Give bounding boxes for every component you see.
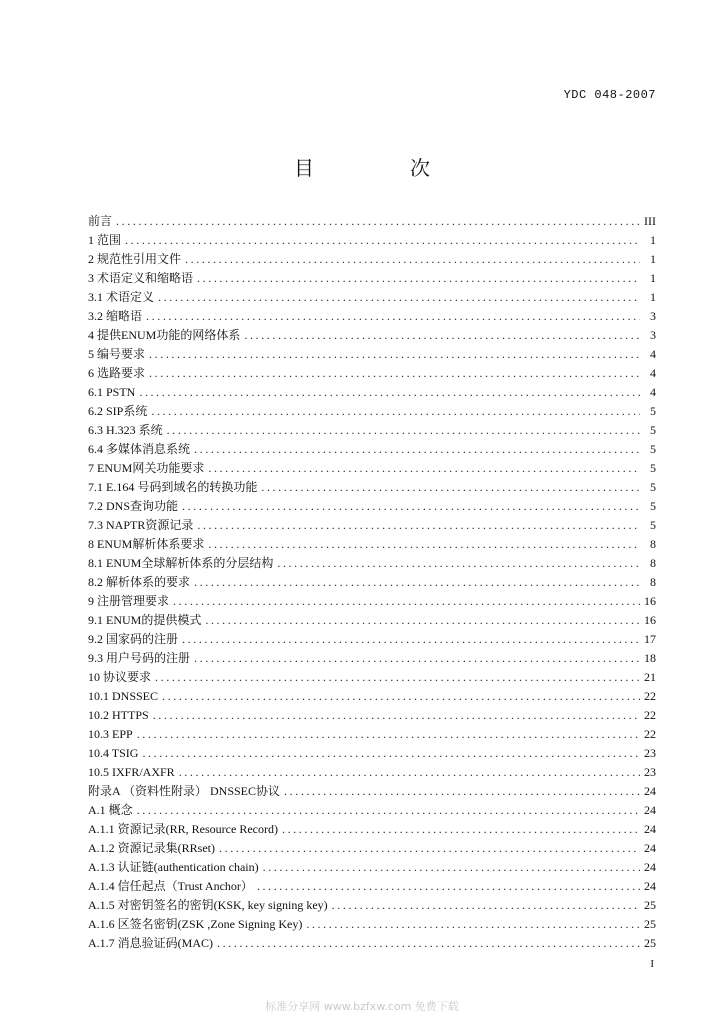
toc-entry[interactable] <box>88 592 656 611</box>
toc-entry-label: 6.1 PSTN <box>88 385 136 399</box>
toc-leader-dots <box>208 535 640 554</box>
toc-leader-dots <box>306 915 640 934</box>
toc-entry[interactable] <box>88 820 656 839</box>
toc-entry[interactable] <box>88 877 656 896</box>
toc-leader-dots <box>205 611 640 630</box>
toc-entry-page: 25 <box>644 936 656 950</box>
toc-entry-page: 24 <box>644 879 656 893</box>
toc-leader-dots <box>332 896 640 915</box>
toc-entry-page: 16 <box>644 613 656 627</box>
toc-entry-label: 2 规范性引用文件 <box>88 252 182 266</box>
toc-leader-dots <box>219 839 640 858</box>
toc-entry[interactable] <box>88 554 656 573</box>
toc-entry-label: A.1.5 对密钥签名的密钥(KSK, key signing key) <box>88 898 328 912</box>
toc-entry-label: 10.2 HTTPS <box>88 708 149 722</box>
toc-entry-page: 3 <box>650 309 656 323</box>
toc-entry[interactable] <box>88 934 656 953</box>
toc-entry-page: 24 <box>644 860 656 874</box>
toc-entry[interactable] <box>88 668 656 687</box>
toc-entry-label: A.1.7 消息验证码(MAC) <box>88 936 213 950</box>
toc-entry-page: 24 <box>644 841 656 855</box>
toc-entry-label: A.1.1 资源记录(RR, Resource Record) <box>88 822 278 836</box>
toc-entry[interactable] <box>88 611 656 630</box>
toc-entry[interactable] <box>88 345 656 364</box>
toc-entry[interactable] <box>88 630 656 649</box>
toc-entry-page: 5 <box>650 404 656 418</box>
toc-entry[interactable] <box>88 440 656 459</box>
toc-entry-label: 3 术语定义和缩略语 <box>88 271 194 285</box>
toc-leader-dots <box>282 820 640 839</box>
toc-entry[interactable] <box>88 915 656 934</box>
toc-entry[interactable] <box>88 231 656 250</box>
toc-entry[interactable] <box>88 839 656 858</box>
toc-entry-page: 4 <box>650 347 656 361</box>
toc-leader-dots <box>116 212 640 231</box>
toc-entry-label: 7.3 NAPTR资源记录 <box>88 518 194 532</box>
toc-entry[interactable] <box>88 516 656 535</box>
toc-leader-dots <box>261 478 640 497</box>
toc-entry-label: 前言 <box>88 214 113 228</box>
toc-entry-page: 5 <box>650 518 656 532</box>
toc-entry-page: 1 <box>650 271 656 285</box>
toc-entry-page: 18 <box>644 651 656 665</box>
toc-leader-dots <box>137 725 640 744</box>
toc-entry[interactable] <box>88 744 656 763</box>
toc-entry-label: 4 提供ENUM功能的网络体系 <box>88 328 241 342</box>
toc-entry-label: 10.4 TSIG <box>88 746 139 760</box>
toc-leader-dots <box>197 516 640 535</box>
toc-entry-page: 23 <box>644 746 656 760</box>
toc-entry[interactable] <box>88 326 656 345</box>
toc-entry-label: 6.3 H.323 系统 <box>88 423 163 437</box>
toc-entry[interactable] <box>88 288 656 307</box>
toc-entry-label: 7.2 DNS查询功能 <box>88 499 179 513</box>
toc-entry-label: 6.2 SIP系统 <box>88 404 148 418</box>
toc-entry-page: 3 <box>650 328 656 342</box>
toc-leader-dots <box>149 345 640 364</box>
toc-entry-page: 8 <box>650 556 656 570</box>
toc-entry-page: 24 <box>644 822 656 836</box>
toc-entry-label: A.1.2 资源记录集(RRset) <box>88 841 215 855</box>
toc-entry[interactable] <box>88 896 656 915</box>
toc-entry-label: 9.2 国家码的注册 <box>88 632 179 646</box>
toc-entry-label: A.1.4 信任起点（Trust Anchor） <box>88 879 253 893</box>
toc-leader-dots <box>167 421 640 440</box>
toc-entry-page: 5 <box>650 499 656 513</box>
toc-entry-page: 5 <box>650 480 656 494</box>
toc-entry[interactable] <box>88 763 656 782</box>
toc-entry-page: 16 <box>644 594 656 608</box>
toc-entry-label: 8 ENUM解析体系要求 <box>88 537 205 551</box>
toc-entry[interactable] <box>88 383 656 402</box>
toc-leader-dots <box>257 877 640 896</box>
toc-entry-page: 22 <box>644 708 656 722</box>
toc-entry-page: III <box>644 214 656 228</box>
toc-entry-page: 4 <box>650 385 656 399</box>
toc-entry-label: 6.4 多媒体消息系统 <box>88 442 191 456</box>
toc-entry-page: 24 <box>644 784 656 798</box>
toc-entry[interactable] <box>88 364 656 383</box>
toc-entry-page: 1 <box>650 233 656 247</box>
toc-leader-dots <box>185 250 640 269</box>
toc-leader-dots <box>208 459 640 478</box>
toc-entry-page: 5 <box>650 442 656 456</box>
toc-leader-dots <box>155 668 640 687</box>
toc-entry[interactable] <box>88 212 656 231</box>
toc-entry-page: 22 <box>644 727 656 741</box>
toc-leader-dots <box>151 402 640 421</box>
toc-entry-label: 3.1 术语定义 <box>88 290 155 304</box>
watermark: 标准分享网 www.bzfxw.com 免费下载 <box>265 1000 459 1013</box>
toc-entry[interactable] <box>88 307 656 326</box>
toc-entry-label: 6 选路要求 <box>88 366 146 380</box>
toc-entry-label: 7.1 E.164 号码到域名的转换功能 <box>88 480 258 494</box>
toc-leader-dots <box>194 440 640 459</box>
document-code: YDC 048-2007 <box>563 88 656 102</box>
toc-entry[interactable] <box>88 706 656 725</box>
toc-entry-page: 1 <box>650 252 656 266</box>
toc-entry[interactable] <box>88 421 656 440</box>
toc-entry[interactable] <box>88 269 656 288</box>
toc-entry-label: 9.3 用户号码的注册 <box>88 651 191 665</box>
toc-entry-label: 10.3 EPP <box>88 727 133 741</box>
toc-leader-dots <box>277 554 640 573</box>
toc-entry-label: 10 协议要求 <box>88 670 152 684</box>
toc-entry-page: 23 <box>644 765 656 779</box>
toc-entry-label: 10.1 DNSSEC <box>88 689 159 703</box>
toc-leader-dots <box>139 383 640 402</box>
toc-entry-label: 8.1 ENUM全球解析体系的分层结构 <box>88 556 274 570</box>
toc-leader-dots <box>146 307 640 326</box>
toc-leader-dots <box>197 269 640 288</box>
toc-entry-label: 9.1 ENUM的提供模式 <box>88 613 202 627</box>
toc-entry[interactable] <box>88 725 656 744</box>
toc-leader-dots <box>137 801 640 820</box>
toc-leader-dots <box>194 573 640 592</box>
toc-entry-label: A.1.6 区签名密钥(ZSK ,Zone Signing Key) <box>88 917 303 931</box>
toc-entry-label: A.1 概念 <box>88 803 133 817</box>
toc-entry-page: 17 <box>644 632 656 646</box>
toc-entry-label: 7 ENUM网关功能要求 <box>88 461 205 475</box>
toc-entry-page: 24 <box>644 803 656 817</box>
toc-entry-page: 8 <box>650 575 656 589</box>
toc-entry[interactable] <box>88 478 656 497</box>
toc-entry-label: 10.5 IXFR/AXFR <box>88 765 175 779</box>
toc-entry-label: 9 注册管理要求 <box>88 594 170 608</box>
toc-entry[interactable] <box>88 801 656 820</box>
toc-entry-page: 25 <box>644 917 656 931</box>
toc-leader-dots <box>162 687 640 706</box>
toc-entry[interactable] <box>88 782 656 801</box>
toc-entry[interactable] <box>88 649 656 668</box>
toc-leader-dots <box>142 744 640 763</box>
toc-entry[interactable] <box>88 402 656 421</box>
toc-entry[interactable] <box>88 687 656 706</box>
toc-leader-dots <box>125 231 640 250</box>
toc-entry-page: 5 <box>650 461 656 475</box>
toc-entry-page: 22 <box>644 689 656 703</box>
toc-leader-dots <box>153 706 640 725</box>
toc-leader-dots <box>179 763 640 782</box>
toc-leader-dots <box>263 858 640 877</box>
toc-entry-page: 4 <box>650 366 656 380</box>
toc-leader-dots <box>173 592 640 611</box>
toc-entry[interactable] <box>88 250 656 269</box>
toc-leader-dots <box>182 630 640 649</box>
toc-entry-page: 21 <box>644 670 656 684</box>
toc-entry-label: A.1.3 认证链(authentication chain) <box>88 860 259 874</box>
toc-entry-page: 25 <box>644 898 656 912</box>
toc-entry-label: 5 编号要求 <box>88 347 146 361</box>
toc-entry-page: 1 <box>650 290 656 304</box>
page-number: I <box>650 958 654 970</box>
toc-entry-label: 1 范围 <box>88 233 122 247</box>
toc-entry[interactable] <box>88 535 656 554</box>
toc-leader-dots <box>182 497 640 516</box>
table-of-contents <box>88 212 656 953</box>
toc-leader-dots <box>284 782 640 801</box>
toc-leader-dots <box>194 649 640 668</box>
toc-leader-dots <box>244 326 640 345</box>
toc-entry[interactable] <box>88 573 656 592</box>
toc-entry-page: 5 <box>650 423 656 437</box>
toc-entry[interactable] <box>88 858 656 877</box>
toc-entry-label: 8.2 解析体系的要求 <box>88 575 191 589</box>
toc-leader-dots <box>217 934 640 953</box>
toc-title: 目 次 <box>294 158 468 180</box>
toc-entry-label: 附录A （资料性附录） DNSSEC协议 <box>88 784 281 798</box>
toc-entry-label: 3.2 缩略语 <box>88 309 143 323</box>
toc-leader-dots <box>158 288 640 307</box>
toc-entry[interactable] <box>88 459 656 478</box>
toc-entry[interactable] <box>88 497 656 516</box>
toc-leader-dots <box>149 364 640 383</box>
toc-entry-page: 8 <box>650 537 656 551</box>
